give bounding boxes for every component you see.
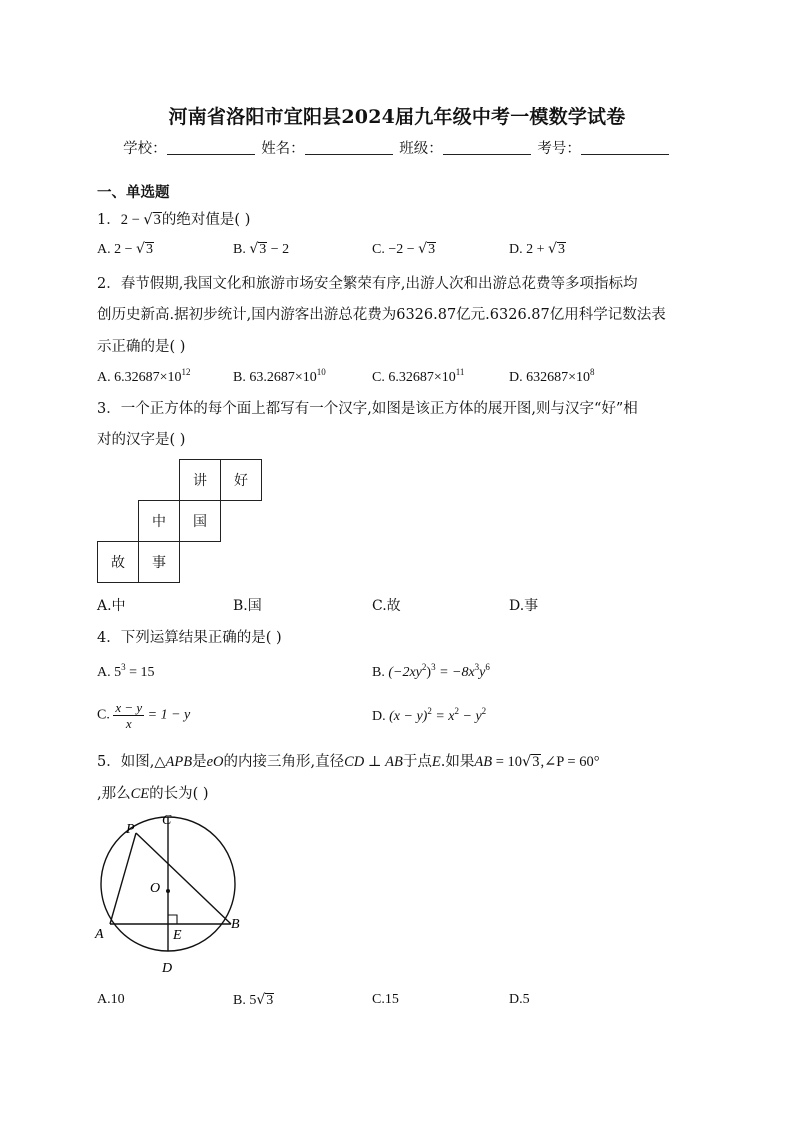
question-3-option-a[interactable]: A.中 (97, 598, 126, 614)
question-5-option-b[interactable]: B. 5√3 (233, 992, 274, 1008)
student-info-line (0, 137, 794, 158)
label-a: A (95, 927, 104, 942)
class-label: 班级： (399, 141, 443, 157)
question-1-option-d[interactable]: D. 2 + √3 (509, 241, 565, 257)
question-3-option-b[interactable]: B.国 (233, 598, 262, 614)
question-5-option-d[interactable]: D.5 (509, 992, 530, 1007)
question-2-line-1: 2．春节假期,我国文化和旅游市场安全繁荣有序,出游人次和出游总花费等多项指标均 (97, 276, 638, 292)
number-label: 考号： (537, 141, 581, 157)
name-label: 姓名： (261, 141, 305, 157)
net-cell-hao: 好 (220, 459, 262, 501)
number-blank[interactable] (581, 140, 669, 155)
question-2-option-d[interactable]: D. $632687\times 10^8$ (509, 367, 595, 385)
net-cell-guo: 国 (179, 500, 221, 542)
question-4-stem: 4．下列运算结果正确的是( ) (97, 630, 282, 646)
label-o: O (150, 881, 161, 896)
question-4-option-d[interactable]: D. $(x - y)^2 = x^2 - y^2$ (372, 706, 487, 724)
circle-triangle-figure (90, 808, 260, 978)
school-blank[interactable] (167, 140, 255, 155)
question-3-line-2: 对的汉字是( ) (97, 432, 186, 448)
class-blank[interactable] (443, 140, 531, 155)
question-3-option-c[interactable]: C.故 (372, 598, 401, 614)
question-4-option-b[interactable]: B. $(-2xy^2)^3 = -8x^3y^6$ (372, 662, 490, 680)
question-2-line-3: 示正确的是( ) (97, 339, 186, 355)
segment-pb (136, 833, 231, 924)
question-4-option-c[interactable]: C. $\frac{x - y}{x}$ = 1 − y (97, 700, 191, 731)
question-3-option-d[interactable]: D.事 (509, 598, 539, 614)
question-5-option-c[interactable]: C.15 (372, 992, 399, 1007)
cube-net-figure (97, 459, 261, 583)
net-cell-zhong: 中 (138, 500, 180, 542)
question-5-option-a[interactable]: A.10 (97, 992, 125, 1007)
segment-pa (110, 833, 136, 924)
net-cell-gu: 故 (97, 541, 139, 583)
question-2-option-c[interactable]: C. $6.32687\times 10^{11}$ (372, 367, 465, 385)
section-heading: 一、单选题 (97, 184, 170, 201)
label-p: P (126, 822, 135, 837)
question-2-line-2: 创历史新高.据初步统计,国内游客出游总花费为6326.87亿元.6326.87亿用科学记数法表 (97, 307, 666, 323)
net-cell-shi: 事 (138, 541, 180, 583)
question-4-option-a[interactable]: A. $5^3 = 15$ (97, 662, 155, 680)
question-5-line-2: ,那么CE的长为( ) (97, 786, 209, 802)
question-1-option-a[interactable]: A. 2 − √3 (97, 241, 153, 257)
question-5-line-1: 5．如图,△APB是eO的内接三角形,直径CD ⊥ AB于点E.如果AB = 10√3,∠P = 60° (97, 754, 600, 770)
question-2-option-a[interactable]: A. $6.32687\times 10^{12}$ (97, 367, 191, 385)
question-1-option-b[interactable]: B. √3 − 2 (233, 241, 290, 257)
label-b: B (231, 917, 240, 932)
label-c: C (162, 813, 172, 828)
center-dot (166, 889, 170, 893)
label-e: E (173, 928, 182, 943)
school-label: 学校： (123, 141, 167, 157)
question-2-option-b[interactable]: B. $63.2687\times 10^{10}$ (233, 367, 326, 385)
page-title: 河南省洛阳市宜阳县2024届九年级中考一模数学试卷 (168, 106, 626, 128)
name-blank[interactable] (305, 140, 393, 155)
right-angle-mark (168, 915, 177, 924)
question-3-line-1: 3．一个正方体的每个面上都写有一个汉字,如图是该正方体的展开图,则与汉字“好”相 (97, 401, 638, 417)
question-1-option-c[interactable]: C. −2 − √3 (372, 241, 436, 257)
label-d: D (162, 961, 173, 976)
question-1-stem: 1．2 − √3的绝对值是( ) (97, 212, 251, 228)
net-cell-jiang: 讲 (179, 459, 221, 501)
